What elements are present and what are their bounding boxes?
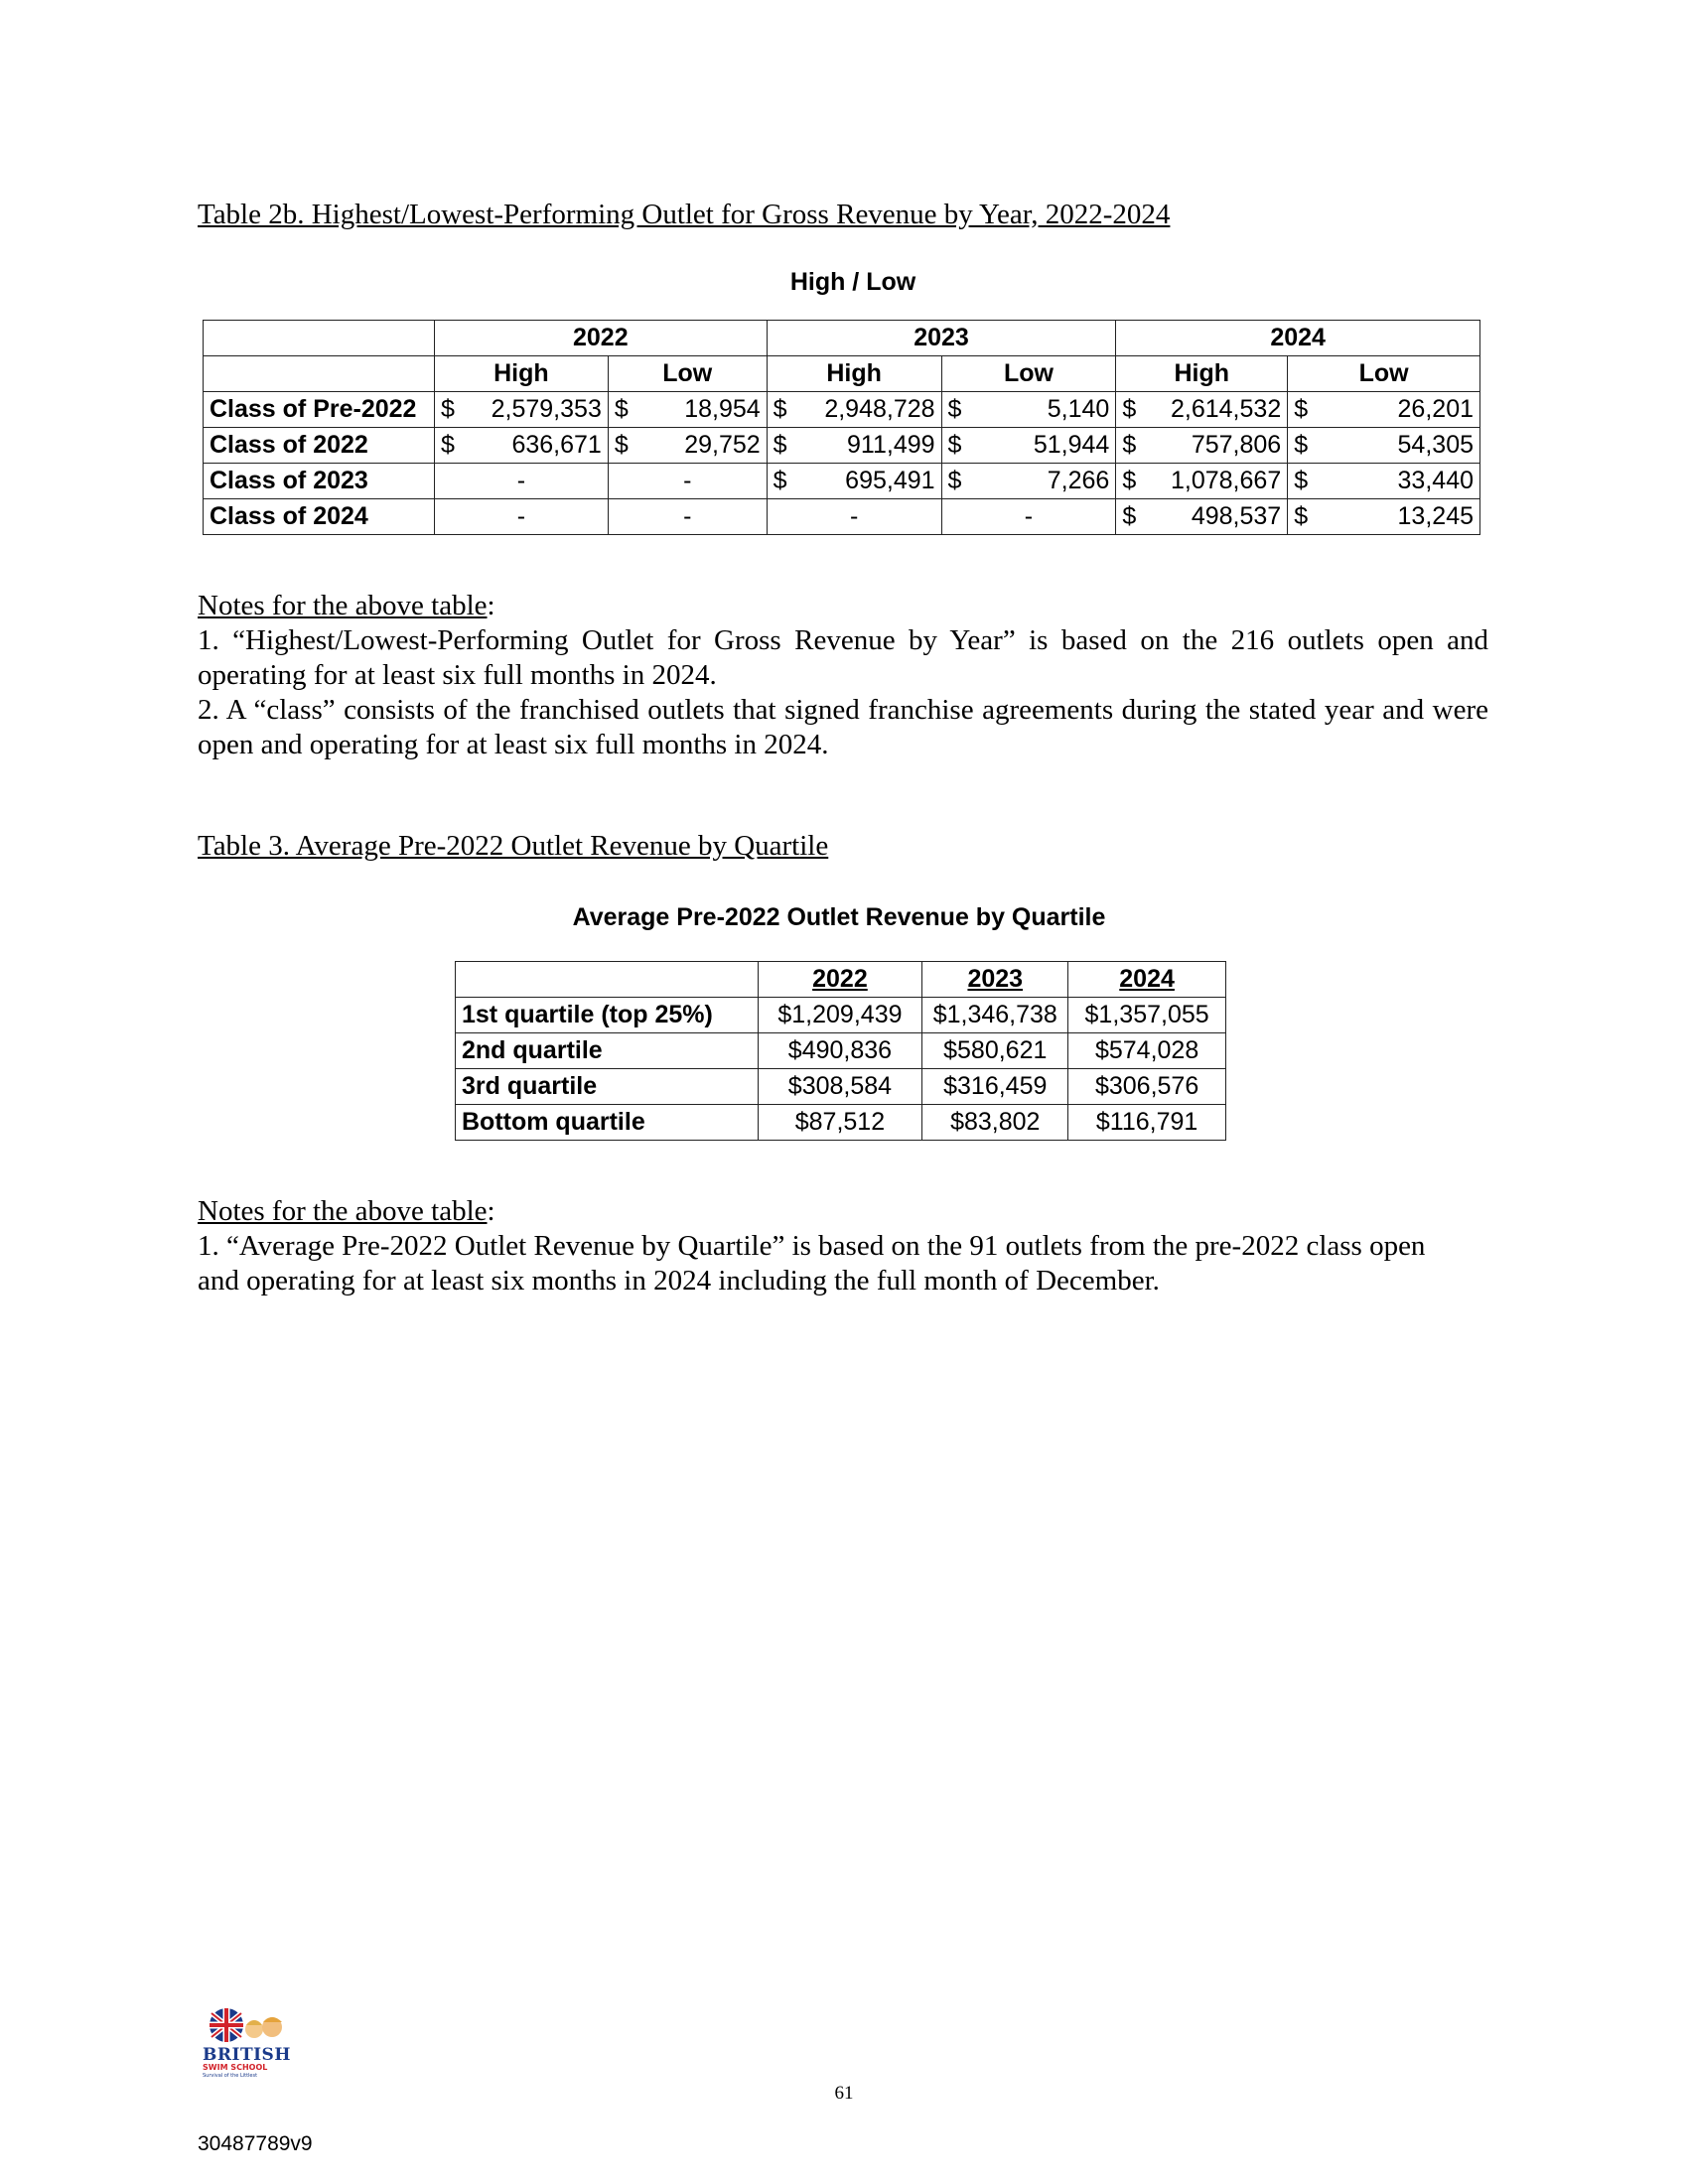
value-cell <box>1116 392 1288 428</box>
low-header: Low <box>608 356 767 392</box>
page-number: 61 <box>834 2083 854 2104</box>
currency-symbol: $ <box>1122 467 1137 494</box>
note-item: 1. “Highest/Lowest-Performing Outlet for Gross Revenue by Year” is based on the 216 outlets open and operating for at least six full months in 2024. <box>198 624 1488 691</box>
table-3-title: Average Pre-2022 Outlet Revenue by Quartile <box>572 903 1106 931</box>
currency-symbol: $ <box>1294 467 1309 494</box>
table-2b-caption: Table 2b. Highest/Lowest-Performing Outlet for Gross Revenue by Year, 2022-2024 <box>198 199 1171 230</box>
low-header: Low <box>1288 356 1480 392</box>
value-cell: - <box>434 499 608 535</box>
currency-symbol: $ <box>1122 502 1137 530</box>
union-jack-icon <box>203 2003 294 2043</box>
year-header-row <box>456 962 1226 998</box>
value-cell: $574,028 <box>1068 1033 1226 1069</box>
amount: 18,954 <box>684 395 761 423</box>
amount: 636,671 <box>511 431 602 459</box>
table-row <box>204 499 1480 535</box>
value-cell: $1,346,738 <box>922 998 1068 1033</box>
value-cell <box>608 392 767 428</box>
year-header: 2022 <box>434 321 767 356</box>
notes-heading: Notes for the above table: <box>198 1195 495 1227</box>
value-cell: - <box>608 499 767 535</box>
row-label: 3rd quartile <box>456 1069 759 1105</box>
quartile-table <box>455 961 1226 1141</box>
high-low-table <box>203 320 1480 535</box>
value-cell <box>767 428 941 464</box>
value-cell: $316,459 <box>922 1069 1068 1105</box>
table-row <box>456 1069 1226 1105</box>
high-header: High <box>434 356 608 392</box>
currency-symbol: $ <box>1294 431 1309 459</box>
logo-tagline: Survival of the Littlest <box>203 2073 258 2079</box>
amount: 1,078,667 <box>1171 467 1282 494</box>
high-header: High <box>767 356 941 392</box>
amount: 5,140 <box>1047 395 1110 423</box>
currency-symbol: $ <box>773 395 787 423</box>
row-label: Class of Pre-2022 <box>204 392 435 428</box>
value-cell <box>941 428 1116 464</box>
amount: 26,201 <box>1397 395 1474 423</box>
table-row <box>204 428 1480 464</box>
value-cell <box>1288 499 1480 535</box>
currency-symbol: $ <box>1122 395 1137 423</box>
currency-symbol: $ <box>1122 431 1137 459</box>
table-row <box>204 464 1480 499</box>
value-cell <box>767 392 941 428</box>
notes-table-3 <box>198 1194 1488 1298</box>
row-label: Class of 2023 <box>204 464 435 499</box>
amount: 498,537 <box>1191 502 1282 530</box>
notes-table-2b <box>198 589 1488 762</box>
year-header: 2024 <box>1116 321 1480 356</box>
value-cell <box>434 392 608 428</box>
value-cell: $308,584 <box>758 1069 922 1105</box>
currency-symbol: $ <box>614 431 629 459</box>
value-cell: - <box>767 499 941 535</box>
table-3-caption: Table 3. Average Pre-2022 Outlet Revenue by Quartile <box>198 830 829 862</box>
value-cell <box>1116 499 1288 535</box>
table-row <box>204 392 1480 428</box>
year-header: 2024 <box>1068 962 1226 998</box>
value-cell <box>767 464 941 499</box>
row-label: 1st quartile (top 25%) <box>456 998 759 1033</box>
value-cell <box>1288 392 1480 428</box>
note-item: 1. “Average Pre-2022 Outlet Revenue by Quartile” is based on the 91 outlets from the pre-2022 class open and operating for at least six months in 2024 including the full month of December. <box>198 1230 1426 1297</box>
currency-symbol: $ <box>614 395 629 423</box>
value-cell: $490,836 <box>758 1033 922 1069</box>
amount: 51,944 <box>1033 431 1110 459</box>
value-cell: $83,802 <box>922 1105 1068 1141</box>
amount: 29,752 <box>684 431 761 459</box>
amount: 695,491 <box>845 467 935 494</box>
value-cell: $1,209,439 <box>758 998 922 1033</box>
value-cell: $1,357,055 <box>1068 998 1226 1033</box>
amount: 911,499 <box>847 431 935 459</box>
currency-symbol: $ <box>773 467 787 494</box>
value-cell: - <box>608 464 767 499</box>
value-cell <box>1116 464 1288 499</box>
row-label: Class of 2022 <box>204 428 435 464</box>
notes-heading: Notes for the above table: <box>198 590 495 621</box>
currency-symbol: $ <box>1294 395 1309 423</box>
value-cell <box>941 464 1116 499</box>
amount: 2,948,728 <box>824 395 935 423</box>
table-row <box>456 1105 1226 1141</box>
amount: 757,806 <box>1191 431 1282 459</box>
value-cell: $116,791 <box>1068 1105 1226 1141</box>
currency-symbol: $ <box>947 431 962 459</box>
year-header: 2023 <box>922 962 1068 998</box>
currency-symbol: $ <box>947 467 962 494</box>
value-cell: $580,621 <box>922 1033 1068 1069</box>
note-item: 2. A “class” consists of the franchised outlets that signed franchise agreements during the stated year and were open and operating for at least six full months in 2024. <box>198 694 1488 760</box>
table-2b-title: High / Low <box>789 268 916 296</box>
value-cell: $306,576 <box>1068 1069 1226 1105</box>
currency-symbol: $ <box>1294 502 1309 530</box>
value-cell <box>1288 464 1480 499</box>
british-swim-school-logo <box>203 2003 294 2077</box>
currency-symbol: $ <box>773 431 787 459</box>
value-cell <box>608 428 767 464</box>
amount: 13,245 <box>1397 502 1474 530</box>
value-cell <box>941 392 1116 428</box>
row-label: Bottom quartile <box>456 1105 759 1141</box>
currency-symbol: $ <box>440 395 455 423</box>
low-header: Low <box>941 356 1116 392</box>
table-row <box>456 1033 1226 1069</box>
amount: 54,305 <box>1397 431 1474 459</box>
value-cell: - <box>941 499 1116 535</box>
table-row <box>456 998 1226 1033</box>
amount: 7,266 <box>1047 467 1110 494</box>
value-cell <box>1116 428 1288 464</box>
currency-symbol: $ <box>440 431 455 459</box>
value-cell: $87,512 <box>758 1105 922 1141</box>
year-header: 2022 <box>758 962 922 998</box>
high-low-header-row <box>204 356 1480 392</box>
year-header: 2023 <box>767 321 1116 356</box>
year-header-row <box>204 321 1480 356</box>
amount: 33,440 <box>1397 467 1474 494</box>
currency-symbol: $ <box>947 395 962 423</box>
amount: 2,579,353 <box>491 395 602 423</box>
row-label: 2nd quartile <box>456 1033 759 1069</box>
document-id: 30487789v9 <box>198 2132 313 2155</box>
value-cell: - <box>434 464 608 499</box>
logo-wordmark: BRITISH <box>203 2045 291 2065</box>
amount: 2,614,532 <box>1171 395 1282 423</box>
value-cell <box>434 428 608 464</box>
high-header: High <box>1116 356 1288 392</box>
value-cell <box>1288 428 1480 464</box>
logo-subtitle: SWIM SCHOOL <box>203 2063 268 2072</box>
row-label: Class of 2024 <box>204 499 435 535</box>
